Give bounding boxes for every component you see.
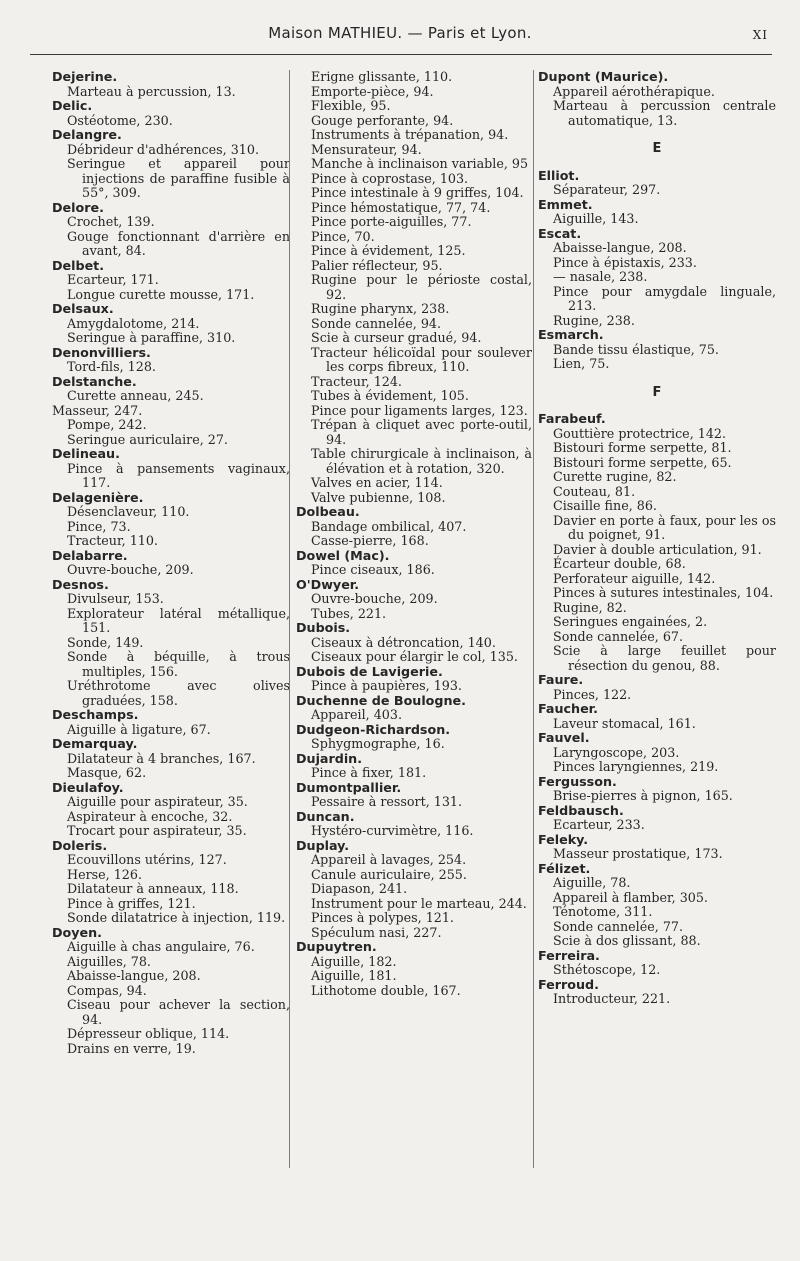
entry-item: Divulseur, 153.	[67, 591, 164, 606]
entry-item: Appareil à flamber, 305.	[553, 889, 708, 905]
entry-item: Rugine, 238.	[553, 312, 635, 328]
entry-name: Feleky.	[538, 831, 589, 847]
entry-name: Delagenière.	[52, 489, 144, 505]
index-entry	[52, 302, 290, 346]
index-entry	[296, 781, 532, 810]
entry-item: Sonde dilatatrice à injection, 119.	[67, 910, 286, 925]
entry-item: Instruments à trépanation, 94.	[311, 127, 509, 142]
entry-name: Doleris.	[52, 837, 108, 853]
entry-item: Davier à double articulation, 91.	[553, 541, 762, 557]
entry-item: Gouge perforante, 94.	[311, 112, 454, 128]
entry-item: Uréthrotome avec olives graduées, 158.	[67, 678, 290, 708]
entry-item: Pince à fixer, 181.	[311, 765, 427, 780]
entry-name: Elliot.	[538, 167, 580, 183]
entry-item: Brise-pierres à pignon, 165.	[553, 788, 733, 803]
index-entry	[52, 839, 290, 926]
index-entry	[52, 737, 290, 781]
entry-name: Dujardin.	[296, 750, 363, 766]
entry-name: Fergusson.	[538, 773, 617, 789]
entry-item: Pince à griffes, 121.	[67, 895, 196, 911]
entry-name: Faucher.	[538, 701, 598, 716]
entry-item: Casse-pierre, 168.	[311, 533, 429, 548]
entry-item: Lithotome double, 167.	[311, 982, 461, 998]
entry-item: Pinces laryngiennes, 219.	[553, 759, 719, 774]
entry-item: Appareil aérothérapique.	[553, 83, 715, 99]
column-divider	[289, 70, 290, 1168]
entry-item: Seringue à paraffine, 310.	[67, 330, 236, 345]
entry-item: Sonde, 149.	[67, 634, 144, 650]
entry-item: Aiguilles, 78.	[67, 953, 151, 969]
entry-item: Trocart pour aspirateur, 35.	[67, 823, 247, 838]
entry-name: Faure.	[538, 672, 584, 687]
entry-item: Canule auriculaire, 255.	[311, 866, 467, 882]
entry-item: Tracteur, 110.	[67, 533, 158, 548]
entry-item: Seringue auriculaire, 27.	[67, 431, 228, 447]
entry-item: Emporte-pièce, 94.	[311, 83, 434, 99]
entry-item: Rugine pour le périoste costal, 92.	[311, 272, 532, 302]
index-entry	[52, 491, 290, 549]
entry-item: Aiguille à ligature, 67.	[67, 721, 211, 737]
entry-item: Masque, 62.	[67, 765, 147, 780]
entry-item: Pompe, 242.	[67, 417, 147, 432]
index-entry	[296, 70, 532, 505]
index-entry	[52, 578, 290, 709]
index-entry	[296, 752, 532, 781]
entry-item: Pince hémostatique, 77, 74.	[311, 199, 491, 215]
entry-item: Séparateur, 297.	[553, 182, 661, 197]
index-entry	[52, 375, 290, 404]
entry-item: Compas, 94.	[67, 982, 147, 998]
entry-item: Tracteur, 124.	[311, 373, 402, 389]
index-entry	[52, 708, 290, 737]
entry-item: Scie à large feuillet pour résection du genou, 88.	[553, 643, 776, 673]
entry-item: Perforateur aiguille, 142.	[553, 570, 716, 586]
entry-item: Débrideur d'adhérences, 310.	[67, 141, 259, 157]
index-entry	[538, 949, 776, 978]
entry-item: Herse, 126.	[67, 866, 142, 882]
index-entry	[538, 412, 776, 673]
entry-name: Feldbausch.	[538, 802, 624, 818]
index-entry	[538, 862, 776, 949]
index-entry	[296, 549, 532, 578]
entry-name: Dieulafoy.	[52, 779, 124, 795]
entry-name: Denonvilliers.	[52, 344, 151, 360]
entry-item: Ecarteur, 171.	[67, 272, 159, 287]
index-entry	[296, 621, 532, 665]
entry-item: Sthétoscope, 12.	[553, 962, 661, 977]
entry-name: Ferroud.	[538, 976, 599, 992]
entry-item: Scie à dos glissant, 88.	[553, 933, 701, 948]
entry-name: Dowel (Mac).	[296, 547, 390, 563]
entry-item: Explorateur latéral métallique, 151.	[67, 605, 290, 635]
page-number: XI	[752, 28, 768, 42]
entry-item: Introducteur, 221.	[553, 991, 671, 1006]
index-entry	[296, 839, 532, 941]
entry-item: Drains en verre, 19.	[67, 1040, 196, 1056]
entry-name: Dumontpallier.	[296, 779, 402, 795]
entry-item: — nasale, 238.	[553, 269, 648, 284]
entry-item: Pince à paupières, 193.	[311, 678, 462, 693]
entry-item: Ciseaux pour élargir le col, 135.	[311, 649, 518, 664]
entry-item: Aiguille, 181.	[311, 968, 397, 983]
entry-name: Dejerine.	[52, 69, 118, 84]
entry-item: Amygdalotome, 214.	[67, 315, 200, 331]
entry-item: Pince, 73.	[67, 518, 131, 534]
entry-item: Ciseau pour achever la section, 94.	[67, 997, 290, 1027]
entry-item: Tord-fils, 128.	[67, 359, 156, 374]
index-entry	[538, 978, 776, 1007]
section-letter: F	[652, 384, 662, 400]
entry-item: Pinces à sutures intestinales, 104.	[553, 585, 774, 600]
index-entry	[52, 70, 290, 99]
entry-item: Rugine pharynx, 238.	[311, 301, 450, 316]
entry-item: Ouvre-bouche, 209.	[311, 591, 438, 606]
index-entry	[538, 731, 776, 775]
entry-item: Pince à épistaxis, 233.	[553, 254, 697, 270]
entry-name: Escat.	[538, 225, 582, 241]
entry-item: Bande tissu élastique, 75.	[553, 341, 719, 357]
entry-item: Pince à coprostase, 103.	[311, 170, 469, 186]
entry-item: Dépresseur oblique, 114.	[67, 1026, 230, 1041]
entry-item: Aiguille, 143.	[553, 211, 639, 226]
entry-item: Cisaille fine, 86.	[553, 498, 657, 513]
entry-name: Delabarre.	[52, 547, 128, 563]
entry-item: Sonde cannelée, 94.	[311, 315, 442, 331]
entry-item: Sphygmographe, 16.	[311, 736, 445, 751]
entry-item: Ouvre-bouche, 209.	[67, 562, 194, 577]
entry-item: Rugine, 82.	[553, 599, 627, 615]
entry-item: Valve pubienne, 108.	[311, 489, 446, 505]
entry-name: Farabeuf.	[538, 411, 606, 426]
entry-item: Table chirurgicale à inclinaison, à élévation et à rotation, 320.	[311, 446, 532, 476]
entry-item: Bistouri forme serpette, 65.	[553, 454, 732, 470]
entry-item: Pessaire à ressort, 131.	[311, 794, 463, 809]
entry-name: Duplay.	[296, 837, 350, 853]
entry-item: Sonde cannelée, 67.	[553, 628, 684, 644]
index-entry	[538, 70, 776, 128]
entry-item: Trépan à cliquet avec porte-outil, 94.	[311, 417, 532, 447]
entry-item: Seringues engainées, 2.	[553, 614, 708, 629]
entry-item: Gouttière protectrice, 142.	[553, 425, 727, 441]
entry-item: Tubes, 221.	[311, 605, 387, 621]
entry-item: Sonde cannelée, 77.	[553, 918, 684, 934]
index-entry	[52, 346, 290, 375]
entry-item: Abaisse-langue, 208.	[553, 240, 687, 255]
index-entry	[296, 940, 532, 998]
index-entry	[52, 201, 290, 259]
entry-item: Gouge fonctionnant d'arrière en avant, 84.	[67, 228, 290, 258]
entry-item: Spéculum nasi, 227.	[311, 924, 442, 940]
index-entry	[538, 227, 776, 329]
entry-name: Delangre.	[52, 127, 122, 142]
entry-item: Abaisse-langue, 208.	[67, 968, 201, 983]
entry-item: Mensurateur, 94.	[311, 141, 422, 157]
entry-name: Doyen.	[52, 924, 102, 940]
entry-item: Manche à inclinaison variable, 95	[311, 156, 529, 171]
entry-item: Pince pour ligaments larges, 123.	[311, 402, 528, 418]
entry-item: Ténotome, 311.	[553, 904, 653, 919]
index-entry	[52, 926, 290, 1057]
index-entry	[52, 259, 290, 303]
entry-item: Dilatateur à anneaux, 118.	[67, 881, 239, 896]
entry-item: Sonde à béquille, à trous multiples, 156.	[67, 649, 290, 679]
entry-item: Seringue et appareil pour injections de paraffine fusible à 55°, 309.	[67, 156, 290, 200]
entry-item: Marteau à percussion, 13.	[67, 83, 236, 99]
entry-name: Delore.	[52, 199, 104, 215]
entry-item: Couteau, 81.	[553, 483, 636, 499]
entry-name: Ferreira.	[538, 947, 600, 963]
index-entry	[538, 833, 776, 862]
entry-item: Appareil, 403.	[311, 707, 402, 722]
page-header	[0, 22, 800, 48]
entry-name: Fauvel.	[538, 730, 590, 745]
entry-item: Aiguille pour aspirateur, 35.	[67, 794, 248, 809]
index-entry	[538, 328, 776, 372]
entry-item: Bandage ombilical, 407.	[311, 518, 467, 534]
entry-item: Tubes à évidement, 105.	[311, 388, 469, 403]
entry-name: Dolbeau.	[296, 504, 360, 519]
index-entry	[52, 99, 290, 128]
index-entry	[52, 447, 290, 491]
entry-item: Longue curette mousse, 171.	[67, 286, 255, 302]
entry-item: Laveur stomacal, 161.	[553, 715, 696, 731]
entry-item: Flexible, 95.	[311, 98, 391, 113]
index-entry	[296, 723, 532, 752]
index-entry	[296, 505, 532, 549]
entry-name: Emmet.	[538, 196, 593, 212]
entry-item: Ecarteur, 233.	[553, 817, 645, 832]
index-entry	[52, 549, 290, 578]
index-entry	[538, 804, 776, 833]
entry-item: Pince porte-aiguilles, 77.	[311, 214, 472, 229]
entry-item: Bistouri forme serpette, 81.	[553, 440, 732, 455]
entry-item: Ciseaux à détroncation, 140.	[311, 634, 496, 650]
entry-item: Erigne glissante, 110.	[311, 69, 453, 84]
index-column-3	[538, 70, 776, 1007]
entry-item: Scie à curseur gradué, 94.	[311, 330, 482, 345]
entry-item: Valves en acier, 114.	[311, 475, 443, 490]
index-entry	[538, 673, 776, 702]
entry-name: Delbet.	[52, 257, 105, 273]
index-column-1	[52, 70, 290, 1056]
entry-name: Delsaux.	[52, 301, 114, 316]
header-rule	[30, 54, 772, 55]
entry-name: Esmarch.	[538, 327, 604, 342]
entry-item: Aiguille à chas angulaire, 76.	[67, 939, 255, 954]
entry-item: Pince à pansements vaginaux, 117.	[67, 460, 290, 490]
running-title: Maison MATHIEU. — Paris et Lyon.	[268, 24, 532, 42]
entry-item: Palier réflecteur, 95.	[311, 257, 443, 273]
entry-name: Deschamps.	[52, 707, 139, 722]
entry-item: Diapason, 241.	[311, 881, 408, 896]
index-entry	[538, 702, 776, 731]
entry-item: Pince, 70.	[311, 228, 375, 244]
entry-item: Tracteur hélicoïdal pour soulever les corps fibreux, 110.	[311, 344, 532, 374]
index-entry	[296, 810, 532, 839]
entry-name: Dudgeon-Richardson.	[296, 721, 451, 737]
entry-item: Davier en porte à faux, pour les os du poignet, 91.	[553, 512, 776, 542]
entry-name: Dubois de Lavigerie.	[296, 663, 443, 679]
entry-item: Pince ciseaux, 186.	[311, 562, 435, 577]
index-entry	[538, 775, 776, 804]
entry-item: Aspirateur à encoche, 32.	[67, 808, 233, 824]
entry-item: Pinces à polypes, 121.	[311, 910, 454, 925]
entry-item: Laryngoscope, 203.	[553, 744, 680, 760]
entry-name: Dubois.	[296, 620, 351, 635]
entry-item: Aiguille, 182.	[311, 953, 397, 969]
index-entry	[296, 665, 532, 694]
entry-item: Ecouvillons utérins, 127.	[67, 852, 227, 867]
entry-name: Delic.	[52, 98, 93, 113]
entry-item: Désenclaveur, 110.	[67, 504, 190, 519]
index-entry	[296, 578, 532, 622]
entry-item: Masseur, 247.	[52, 402, 143, 418]
section-letter: E	[652, 141, 662, 156]
entry-name: Desnos.	[52, 576, 109, 592]
entry-name: Demarquay.	[52, 736, 138, 751]
index-entry	[52, 404, 290, 419]
entry-name: Delineau.	[52, 446, 120, 461]
entry-item: Pince à évidement, 125.	[311, 243, 466, 258]
index-entry	[296, 694, 532, 723]
entry-name: Duncan.	[296, 808, 355, 824]
entry-item: Curette rugine, 82.	[553, 469, 677, 484]
entry-name: Dupuytren.	[296, 939, 377, 954]
entry-item: Pinces, 122.	[553, 686, 632, 702]
entry-item: Pince pour amygdale linguale, 213.	[553, 283, 776, 313]
index-entry	[52, 128, 290, 201]
entry-item: Crochet, 139.	[67, 214, 155, 229]
index-entry	[538, 198, 776, 227]
entry-item: Instrument pour le marteau, 244.	[311, 895, 527, 911]
entry-item: Dilatateur à 4 branches, 167.	[67, 750, 256, 766]
index-entry	[538, 169, 776, 198]
entry-item: Masseur prostatique, 173.	[553, 846, 723, 861]
entry-name: Delstanche.	[52, 373, 137, 389]
entry-item: Hystéro-curvimètre, 116.	[311, 823, 474, 838]
entry-item: Écarteur double, 68.	[553, 556, 686, 571]
entry-item: Marteau à percussion centrale automatique, 13.	[553, 98, 776, 128]
entry-name: Dupont (Maurice).	[538, 69, 669, 84]
entry-item: Lien, 75.	[553, 356, 610, 371]
index-column-2	[296, 70, 532, 998]
entry-name: Félizet.	[538, 860, 591, 876]
entry-item: Pince intestinale à 9 griffes, 104.	[311, 185, 524, 200]
index-entry	[52, 781, 290, 839]
entry-name: Duchenne de Boulogne.	[296, 692, 466, 708]
column-divider	[533, 70, 534, 1168]
entry-item: Aiguille, 78.	[553, 875, 631, 890]
entry-name: O'Dwyer.	[296, 576, 360, 592]
entry-item: Ostéotome, 230.	[67, 112, 173, 128]
entry-item: Appareil à lavages, 254.	[311, 852, 467, 867]
entry-item: Curette anneau, 245.	[67, 388, 204, 403]
index-entry	[52, 418, 290, 447]
